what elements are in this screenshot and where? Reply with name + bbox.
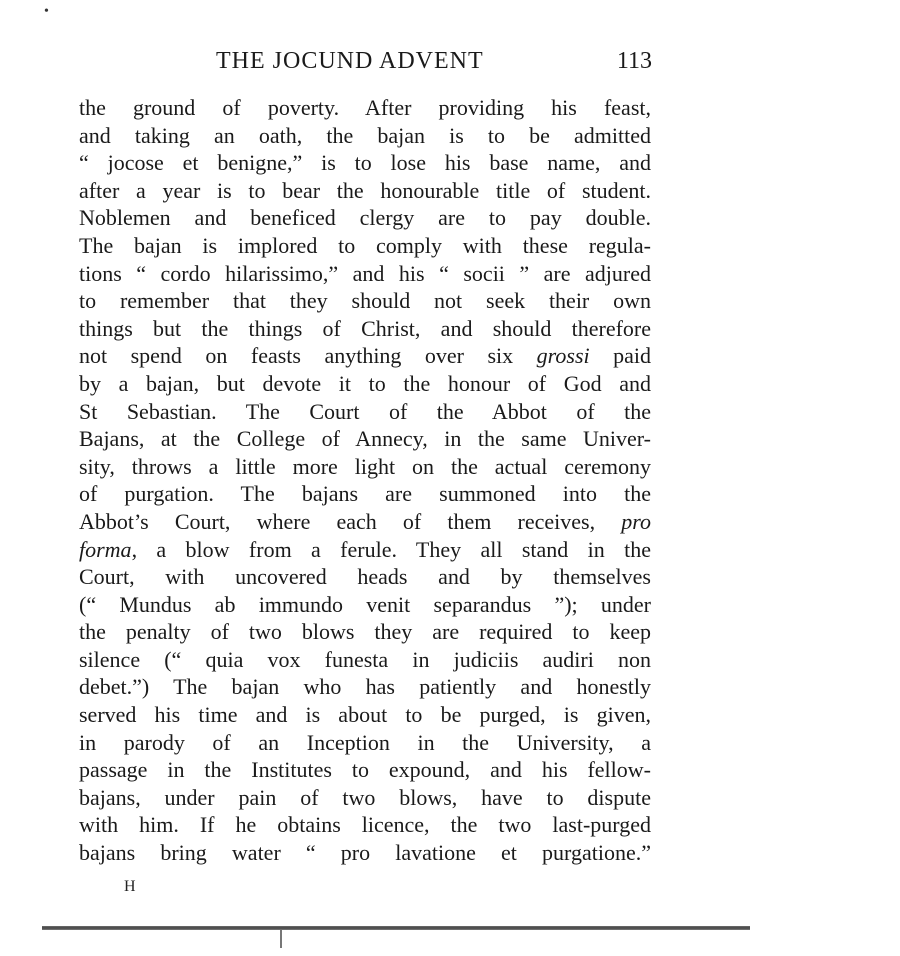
text-line [79,508,651,536]
text-line: in parody of an Inception in the University, a [79,729,651,755]
corner-dot-mark: • [44,4,49,19]
text-line: with him. If he obtains licence, the two last-purged [79,812,651,838]
text-line: tions “ cordo hilarissimo,” and his “ socii ” are adjured [79,260,651,286]
text-line: of purgation. The bajans are summoned into the [79,481,651,507]
text-line: passage in the Institutes to expound, and his fellow- [79,757,651,783]
text-line: to remember that they should not seek their own [79,288,651,314]
text-line: after a year is to bear the honourable title of student. [79,177,651,203]
italic-term: forma [79,536,132,562]
text-line: sity, throws a little more light on the actual ceremony [79,453,651,479]
text-line: silence (“ quia vox funesta in judiciis audiri non [79,646,651,672]
italic-term: grossi [536,343,590,369]
text-line: and taking an oath, the bajan is to be admitted [79,122,651,148]
bottom-rule [42,926,750,930]
text-line: served his time and is about to be purged, is given, [79,702,651,728]
bottom-rule-tick [280,930,282,948]
italic-term: pro [621,508,651,534]
text-line [79,536,651,564]
text-line: Bajans, at the College of Annecy, in the same Univer- [79,426,651,452]
page-number: 113 [616,48,652,74]
text-line: the penalty of two blows they are required to keep [79,619,651,645]
text-line: The bajan is implored to comply with these regula- [79,232,651,258]
running-header [78,48,652,78]
text-line: debet.”) The bajan who has patiently and honestly [79,674,651,700]
text-segment: paid [589,343,651,369]
text-line: (“ Mundus ab immundo venit separandus ”); under [79,591,651,617]
text-segment: not spend on feasts anything over six [79,343,537,369]
text-line: things but the things of Christ, and should therefore [79,315,651,341]
text-line: bajans bring water “ pro lavatione et purgatione.” [79,840,651,866]
text-line: bajans, under pain of two blows, have to dispute [79,784,651,810]
body-text [79,94,651,867]
text-line: by a bajan, but devote it to the honour of God and [79,370,651,396]
text-line: Court, with uncovered heads and by themselves [79,564,651,590]
text-line: St Sebastian. The Court of the Abbot of the [79,398,651,424]
running-title: THE JOCUND ADVENT [216,48,484,74]
text-segment: Abbot’s Court, where each of them receives, [79,508,622,534]
text-segment: , a blow from a ferule. They all stand in the [131,536,651,562]
text-line [79,342,651,370]
text-line: the ground of poverty. After providing his feast, [79,95,651,120]
signature-mark: H [124,878,136,895]
text-line: “ jocose et benigne,” is to lose his base name, and [79,150,651,176]
text-line: Noblemen and beneficed clergy are to pay double. [79,205,651,231]
